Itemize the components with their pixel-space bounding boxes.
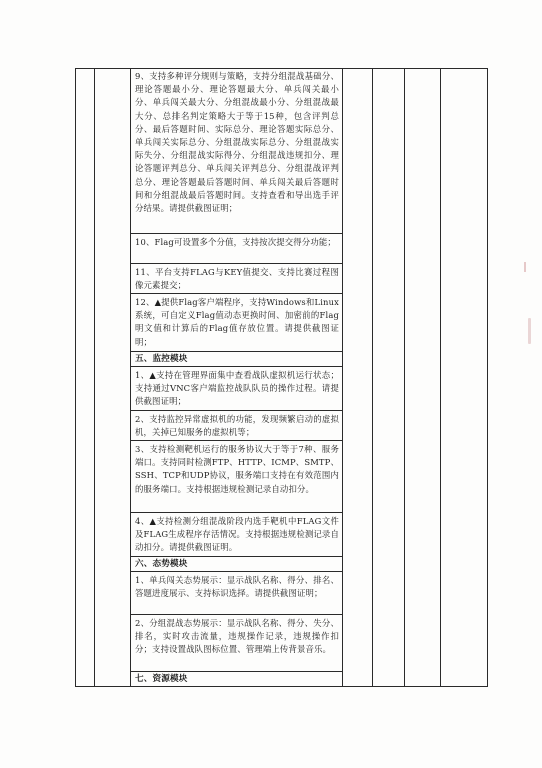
monitoring-item-4: 4、▲支持检测分组混战阶段内选手靶机中FLAG文件及FLAG生成程序存活情况。支持根据违规检测记录自动扣分。请提供截图证明。 [135,516,339,553]
section-heading-monitoring: 五、监控模块 [135,354,188,364]
row-divider [130,556,342,557]
requirement-11-flag-key-submit: 11、平台支持FLAG与KEY值提交、支持比赛过程图像元素提交； [135,267,339,291]
requirement-9-scoring-rules: 9、支持多种评分规则与策略，支持分组混战基础分、理论答题最小分、理论答题最大分、单兵闯关最小分、单兵闯关最大分、分组混战最小分、分组混战最大分、总排名判定策略大于等于15种，包含评判总分、最后答题时间、实际总分、理论答题实际总分、单兵闯关实际总分、分组混战实际总分、分组混战实际失分、分组混战实际得分、分组混战违规扣分、理论答题评判总分、单兵闯关评判总分、分组混战评判总分、理论答题最后答题时间、单兵闯关最后答题时间和分组混战最后答题时间。支持查看和导出选手评分结果。请提供截图证明； [135,71,339,214]
row-divider [130,614,342,615]
row-divider [130,351,342,352]
table-border-col-1 [94,68,95,686]
section-heading-resources: 七、资源模块 [135,674,188,684]
row-divider [130,440,342,441]
monitoring-item-2: 2、支持监控异常虚拟机的功能，发现频繁启动的虚拟机，关掉已知服务的虚拟机等； [135,414,339,438]
situation-item-2: 2、分组混战态势展示：显示战队名称、得分、失分、排名，实时攻击流量，违规操作记录，违规操作扣分；支持设置战队图标位置、管理端上传背景音乐。 [135,618,339,655]
row-divider [130,233,342,234]
monitoring-item-1: 1、▲支持在管理界面集中查看战队虚拟机运行状态；支持通过VNC客户端监控战队队员的操作过程。请提供截图证明； [135,370,339,407]
row-divider [130,293,342,294]
section-heading-situation: 六、态势模块 [135,559,188,569]
table-border-left [75,68,76,686]
requirement-12-flag-client: 12、▲提供Flag客户端程序，支持Windows和Linux系统，可自定义Flag值动态更换时间、加密前的Flag明文值和计算后的Flag值存放位置。请提供截图证明； [135,297,339,347]
table-border-right [487,68,488,686]
table-border-col-5 [404,68,405,686]
requirement-10-flag-scores: 10、Flag可设置多个分值，支持按次提交得分功能； [135,237,336,247]
table-border-col-4 [372,68,373,686]
seal-mark [528,318,531,344]
monitoring-item-3: 3、支持检测靶机运行的服务协议大于等于7种、服务端口。支持同时检测FTP、HTTP、ICMP、SMTP、SSH、TCP和UDP协议，服务端口支持在有效范围内的服务端口。支持根据违规检测记录自动扣分。 [135,444,339,494]
row-divider [130,671,342,672]
table-border-col-6 [440,68,441,686]
row-divider [130,410,342,411]
table-border-col-3 [342,68,343,686]
row-divider [130,512,342,513]
table-border-top [75,68,488,69]
situation-item-1: 1、单兵闯关态势展示：显示战队名称、得分、排名、答题进度展示、支持标识选择。请提供截图证明； [135,575,339,599]
table-border-col-2 [130,68,131,686]
seal-mark [524,262,526,272]
row-divider [130,263,342,264]
